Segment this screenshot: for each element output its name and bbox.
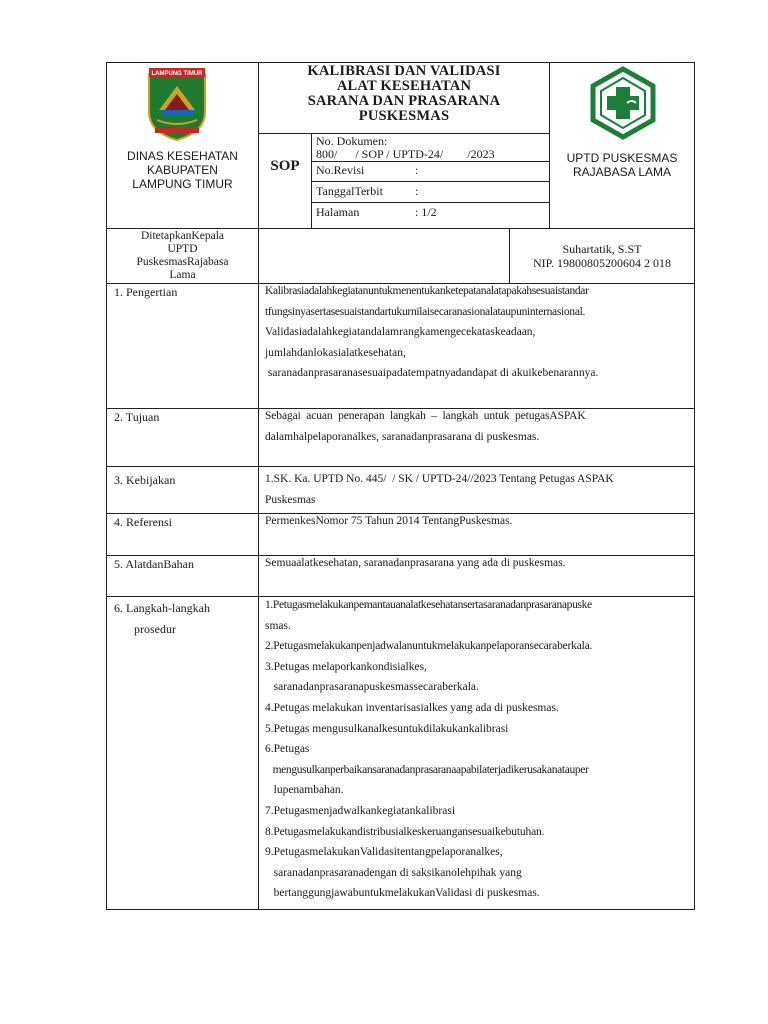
- established-line-1: DitetapkanKepala: [140, 230, 224, 242]
- established-line-4: Lama: [169, 269, 196, 281]
- section-label-langkah-line-1: 6. Langkah-langkah: [114, 601, 210, 615]
- list-item: tfungsinyasertasesuaistandartukurnilaisecaranasionalataupuninternasional.: [265, 305, 586, 318]
- field-halaman-value: : 1/2: [415, 205, 437, 219]
- list-item: 1.Petugasmelakukanpemantauanalatkesehatansertasaranadanprasaranapuske: [265, 599, 592, 611]
- field-no-dokumen-value: 800/ / SOP / UPTD-24/ /2023: [316, 147, 495, 161]
- section-label-kebijakan: 3. Kebijakan: [114, 473, 176, 487]
- field-no-revisi-value: :: [415, 163, 419, 177]
- section-body-kebijakan: [265, 469, 692, 510]
- section-label-langkah-line-2: prosedur: [134, 621, 176, 636]
- list-item: 3.Petugas melaporkankondisialkes,: [265, 660, 427, 673]
- agency-line-1: DINAS KESEHATAN: [127, 149, 238, 163]
- agency-line-2: KABUPATEN: [147, 163, 218, 177]
- list-item: saranadanprasaranasesuaipadatempatnyadandapat di akuikebenarannya.: [265, 367, 599, 380]
- list-item: 2.Petugasmelakukanpenjadwalanuntukmelakukanpelaporansecaraberkala.: [265, 640, 593, 653]
- list-item: Kalibrasiadalahkegiatanuntukmenentukanketepatanalatapakahsesuaistandar: [265, 285, 589, 297]
- section-body-langkah: [265, 595, 692, 904]
- list-item: 6.Petugas: [265, 743, 310, 756]
- list-item: smas.: [265, 619, 291, 632]
- section-body-tujuan: [265, 406, 692, 447]
- field-no-dokumen-label: No. Dokumen:: [316, 134, 388, 148]
- agency-line-3: LAMPUNG TIMUR: [132, 177, 233, 191]
- signatory-name: Suhartatik, S.ST: [562, 242, 642, 256]
- list-item: saranadanprasaranadengan di saksikanolehpihak yang: [265, 866, 522, 879]
- lampung-timur-logo: [145, 66, 209, 142]
- field-tanggal-terbit-label: TanggalTerbit: [316, 184, 383, 198]
- field-tanggal-terbit-value: :: [415, 184, 419, 198]
- field-halaman-label: Halaman: [316, 205, 360, 219]
- field-no-dokumen: [316, 135, 548, 161]
- list-item: lupenambahan.: [265, 784, 344, 797]
- title-line-2: ALAT KESEHATAN: [336, 78, 472, 94]
- established-by: [107, 230, 258, 282]
- field-no-revisi: [316, 164, 548, 177]
- list-item: 7.Petugasmenjadwalkankegiatankalibrasi: [265, 804, 456, 817]
- list-item: Puskesmas: [265, 493, 316, 506]
- field-tanggal-terbit: [316, 185, 548, 198]
- section-body-referensi: [265, 511, 692, 532]
- section-label-referensi: 4. Referensi: [114, 515, 172, 529]
- title-line-1: KALIBRASI DAN VALIDASI: [307, 63, 501, 79]
- list-item: mengusulkanperbaikansaranadanprasaranaapabilaterjadikerusakanatauper: [265, 763, 589, 776]
- list-item: Semuaalatkesehatan, saranadanprasarana yang ada di puskesmas.: [265, 557, 566, 569]
- document-title: [259, 64, 549, 124]
- section-body-alat-bahan: [265, 553, 692, 574]
- section-label-alat-bahan: 5. AlatdanBahan: [114, 557, 194, 571]
- established-line-2: UPTD: [167, 243, 198, 255]
- section-label-pengertian: 1. Pengertian: [114, 285, 178, 299]
- established-line-3: PuskesmasRajabasa: [136, 256, 229, 268]
- list-item: saranadanprasaranapuskesmassecaraberkala.: [265, 681, 479, 694]
- field-no-revisi-label: No.Revisi: [316, 163, 365, 177]
- list-item: 1.SK. Ka. UPTD No. 445/ / SK / UPTD-24//2023 Tentang Petugas ASPAK: [265, 473, 614, 485]
- puskesmas-logo: [587, 66, 659, 140]
- svg-text:LAMPUNG TIMUR: LAMPUNG TIMUR: [151, 71, 203, 77]
- signatory-nip: NIP. 19800805200604 2 018: [532, 256, 671, 270]
- title-line-4: PUSKESMAS: [358, 108, 450, 124]
- list-item: dalamhalpelaporanalkes, saranadanprasarana di puskesmas.: [265, 430, 540, 443]
- agency-name: [107, 149, 258, 191]
- list-item: PermenkesNomor 75 Tahun 2014 TentangPuskesmas.: [265, 515, 513, 527]
- section-label-tujuan: 2. Tujuan: [114, 410, 160, 424]
- list-item: jumlahdanlokasialatkesehatan,: [265, 346, 406, 359]
- unit-name: [550, 151, 694, 179]
- signatory: [510, 242, 694, 270]
- list-item: 8.Petugasmelakukandistribusialkeskeruangansesuaikebutuhan.: [265, 825, 545, 838]
- list-item: bertanggungjawabuntukmelakukanValidasi di puskesmas.: [265, 887, 540, 900]
- list-item: 4.Petugas melakukan inventarisasialkes yang ada di puskesmas.: [265, 701, 559, 714]
- title-line-3: SARANA DAN PRASARANA: [307, 93, 501, 109]
- list-item: Sebagai acuan penerapan langkah – langkah untuk petugasASPAK: [265, 410, 586, 422]
- list-item: 5.Petugas mengusulkanalkesuntukdilakukankalibrasi: [265, 722, 509, 735]
- list-item: 9.PetugasmelakukanValidasitentangpelaporanalkes,: [265, 846, 503, 859]
- field-halaman: [316, 206, 548, 219]
- unit-line-1: UPTD PUSKESMAS: [566, 151, 678, 165]
- unit-line-2: RAJABASA LAMA: [572, 165, 672, 179]
- list-item: Validasiadalahkegiatandalamrangkamengecekataskeadaan,: [265, 326, 536, 339]
- section-body-pengertian: [265, 281, 692, 384]
- sop-label: SOP: [270, 158, 300, 174]
- section-label-langkah: [114, 598, 210, 639]
